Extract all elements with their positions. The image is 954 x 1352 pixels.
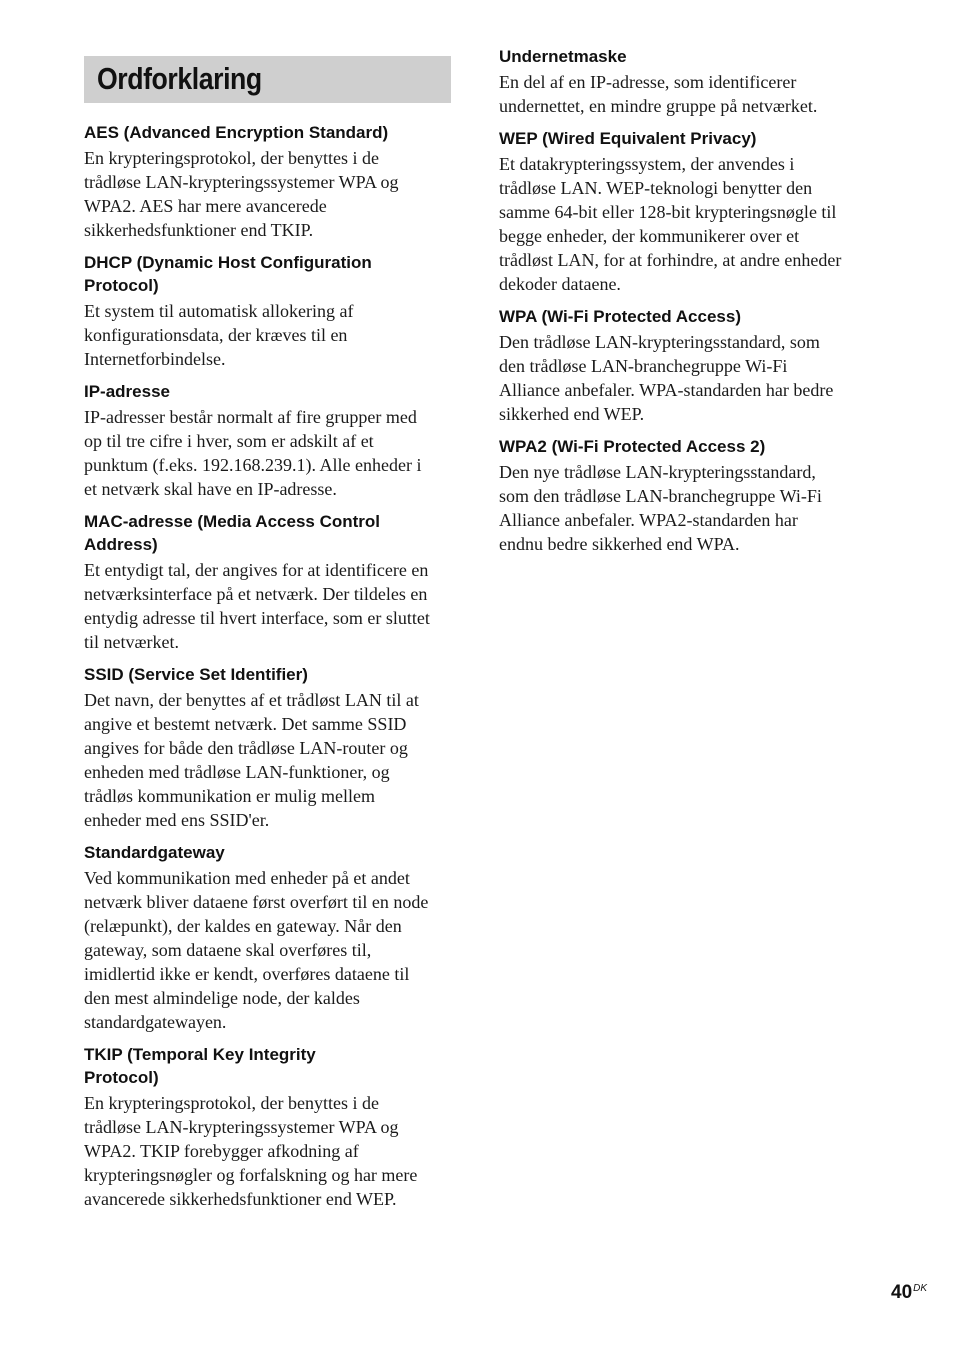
glossary-definition: IP-adresser består normalt af fire grupper med op til tre cifre i hver, som er adskilt af et punktum (f.eks. 192.168.239.1). Alle enheder i et netværk skal have en IP-adresse. <box>84 407 422 499</box>
glossary-term: DHCP (Dynamic Host Configuration Protocol) <box>84 253 372 295</box>
glossary-left-column <box>84 121 456 1220</box>
section-title-box <box>84 56 451 103</box>
glossary-entry-ssid <box>84 663 456 832</box>
glossary-definition: En krypteringsprotokol, der benyttes i de trådløse LAN-krypteringssystemer WPA og WPA2. AES har mere avancerede sikkerhedsfunktioner end TKIP. <box>84 148 399 240</box>
glossary-entry-wep <box>499 127 871 296</box>
glossary-definition: En del af en IP-adresse, som identificerer undernettet, en mindre gruppe på netværket. <box>499 72 818 116</box>
glossary-entry-wpa2 <box>499 435 871 556</box>
page-number <box>891 1282 927 1304</box>
page-title: Ordforklaring <box>97 61 262 96</box>
glossary-term: TKIP (Temporal Key Integrity Protocol) <box>84 1045 316 1087</box>
page-language-suffix: DK <box>913 1283 928 1294</box>
glossary-entry-aes <box>84 121 456 242</box>
glossary-entry-undernetmaske <box>499 45 871 118</box>
glossary-entry-standardgateway <box>84 841 456 1034</box>
glossary-definition: Den nye trådløse LAN-krypteringsstandard, som den trådløse LAN-branchegruppe Wi-Fi Alliance anbefaler. WPA2-standarden har endnu bedre sikkerhed end WPA. <box>499 462 822 554</box>
glossary-term: WPA2 (Wi-Fi Protected Access 2) <box>499 437 766 456</box>
glossary-definition: Et entydigt tal, der angives for at identificere en netværksinterface på et netværk. Der tildeles en entydig adresse til hvert interface, som er sluttet til netværket. <box>84 560 430 652</box>
glossary-definition: Et datakrypteringssystem, der anvendes i trådløse LAN. WEP-teknologi benytter den samme 64-bit eller 128-bit krypteringsnøgle til begge enheder, der kommunikerer over et trådløst LAN, for at forhindre, at andre enheder dekoder dataene. <box>499 154 842 294</box>
glossary-term: IP-adresse <box>84 382 170 401</box>
glossary-definition: En krypteringsprotokol, der benyttes i de trådløse LAN-krypteringssystemer WPA og WPA2. TKIP forebygger afkodning af krypteringsnøgler og forfalskning og har mere avancerede sikkerhedsfunktioner end WEP. <box>84 1093 418 1209</box>
glossary-term: Standardgateway <box>84 843 225 862</box>
glossary-definition: Den trådløse LAN-krypteringsstandard, som den trådløse LAN-branchegruppe Wi-Fi Alliance anbefaler. WPA-standarden har bedre sikkerhed end WEP. <box>499 332 834 424</box>
glossary-definition: Ved kommunikation med enheder på et andet netværk bliver dataene først overført til en node (relæpunkt), der kaldes en gateway. Når den gateway, som dataene skal overføres til, imidlertid ikke er kendt, overføres dataene til den mest almindelige node, der kaldes standardgatewayen. <box>84 868 429 1032</box>
glossary-entry-tkip <box>84 1043 456 1211</box>
glossary-definition: Et system til automatisk allokering af konfigurationsdata, der kræves til en Internetforbindelse. <box>84 301 354 369</box>
glossary-entry-dhcp <box>84 251 456 371</box>
glossary-entry-wpa <box>499 305 871 426</box>
glossary-term: SSID (Service Set Identifier) <box>84 665 308 684</box>
glossary-term: WEP (Wired Equivalent Privacy) <box>499 129 757 148</box>
glossary-right-column <box>499 45 871 565</box>
glossary-entry-ip-adresse <box>84 380 456 501</box>
page-number-value: 40 <box>891 1282 913 1303</box>
glossary-term: Undernetmaske <box>499 47 627 66</box>
glossary-term: AES (Advanced Encryption Standard) <box>84 123 389 142</box>
glossary-definition: Det navn, der benyttes af et trådløst LAN til at angive et bestemt netværk. Det samme SSID angives for både den trådløse LAN-router og enheden med trådløse LAN-funktioner, og trådløs kommunikation er mulig mellem enheder med ens SSID'er. <box>84 690 419 830</box>
glossary-entry-mac-adresse <box>84 510 456 654</box>
glossary-term: MAC-adresse (Media Access Control Address) <box>84 512 381 554</box>
glossary-term: WPA (Wi-Fi Protected Access) <box>499 307 741 326</box>
